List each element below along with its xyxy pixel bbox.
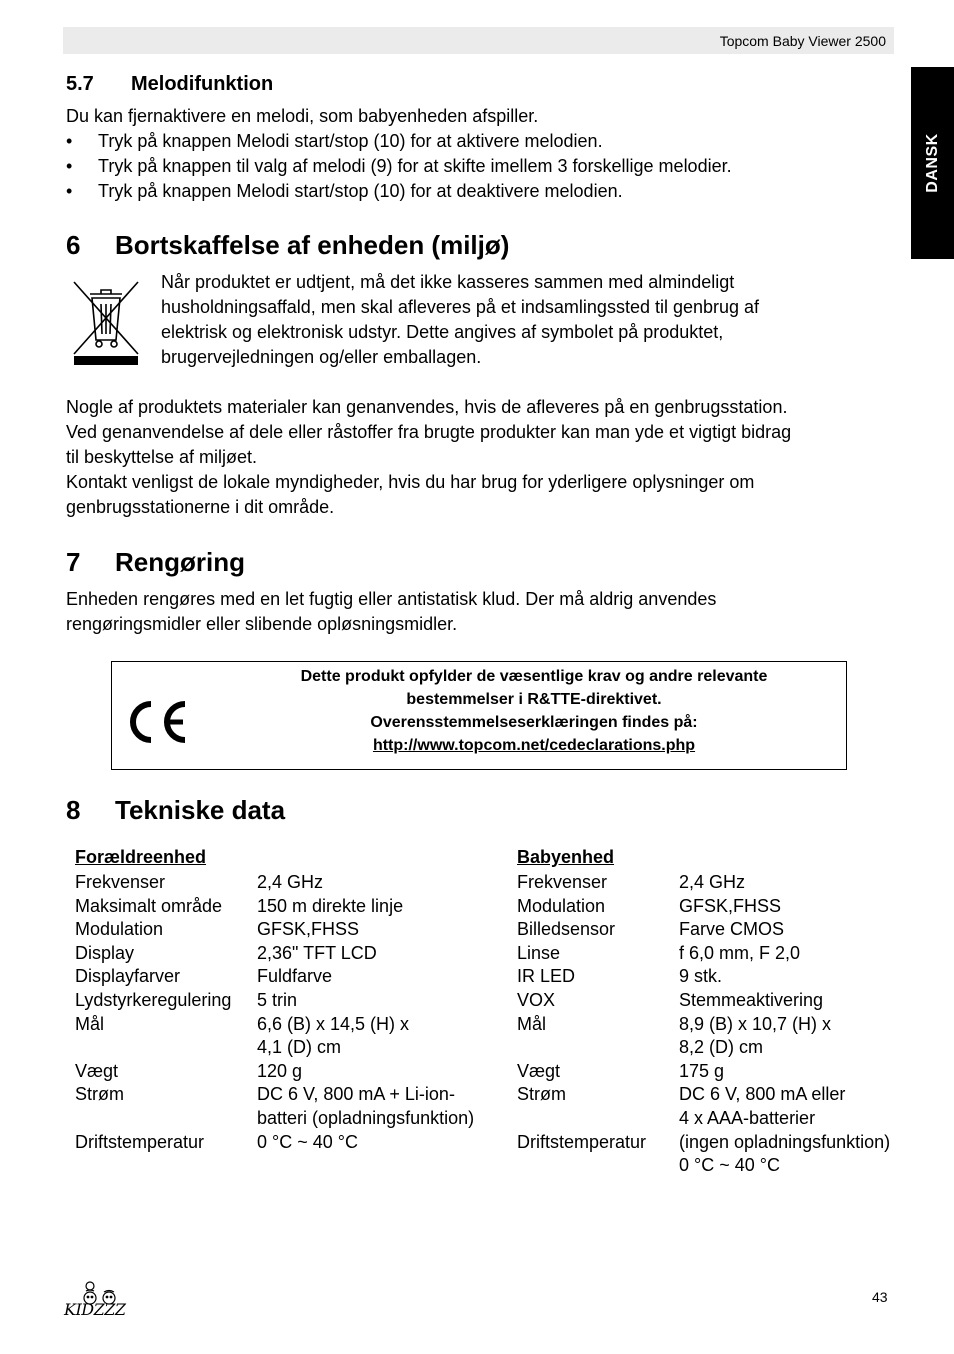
section-6-title: Bortskaffelse af enheden (miljø) [115,230,510,260]
ce-notice-box [111,661,847,770]
parent-unit-values: 2,4 GHz 150 m direkte linje GFSK,FHSS 2,36" TFT LCD Fuldfarve 5 trin 6,6 (B) x 14,5 (H) x 4,1 (D) cm 120 g DC 6 V, 800 mA + Li-ion- batteri (opladningsfunktion) 0 °C ~ 40 °C [257,872,475,1152]
ce-notice-text: Dette produkt opfylder de væsentlige krav og andre relevante bestemmelser i R&TTE-direktivet. Overensstemmelseserklæringen findes på: http://www.topcom.net/cedeclarations.php [232,665,836,757]
ce-declaration-link[interactable]: http://www.topcom.net/cedeclarations.php [372,737,696,754]
section-5-7-number: 5.7 [66,73,94,95]
kidzzz-logo-text: KIDZZZ [64,1300,126,1319]
section-8-title: Tekniske data [115,795,286,825]
baby-unit-values: 2,4 GHz GFSK,FHSS Farve CMOS f 6,0 mm, F 2,0 9 stk. Stemmeaktivering 8,9 (B) x 10,7 (H) x 8,2 (D) cm 175 g DC 6 V, 800 mA eller 4 x AAA-batterier (ingen opladningsfunktion) 0 °C ~ 40 °C [679,872,891,1176]
document-title: Topcom Baby Viewer 2500 [719,33,886,49]
baby-unit-heading: Babyenhed [517,847,615,867]
baby-unit-labels: Frekvenser Modulation Billedsensor Linse IR LED VOX Mål Vægt Strøm Driftstemperatur [517,872,647,1152]
list-item: • Tryk på knappen til valg af melodi (9) for at skifte imellem 3 forskellige melodier. [66,156,732,176]
list-item: • Tryk på knappen Melodi start/stop (10) for at aktivere melodien. [66,131,603,151]
section-5-7-title: Melodifunktion [131,73,274,95]
crossed-out-wheelie-bin-icon [72,280,140,368]
section-7-number: 7 [66,547,81,577]
section-6-number: 6 [66,230,81,260]
parent-unit-heading: Forældreenhed [75,847,207,867]
list-item: • Tryk på knappen Melodi start/stop (10) for at deaktivere melodien. [66,181,623,201]
language-tab [911,67,954,259]
cleaning-paragraph: Enheden rengøres med en let fugtig eller antistatisk klud. Der må aldrig anvendes rengøringsmidler eller slibende opløsningsmidler. [66,589,717,634]
section-8-number: 8 [66,795,81,825]
ce-mark-icon [123,698,191,746]
page-number: 43 [872,1289,888,1305]
parent-unit-labels: Frekvenser Maksimalt område Modulation Display Displayfarver Lydstyrkeregulering Mål Vægt Strøm Driftstemperatur [75,872,232,1152]
recycling-paragraph: Nogle af produktets materialer kan genanvendes, hvis de afleveres på en genbrugsstation. Ved genanvendelse af dele eller råstoffer fra brugte produkter kan man yde et vigtigt bidrag til beskyttelse af miljøet. Kontakt venligst de lokale myndigheder, hvis du har brug for yderligere oplysninger om genbrugsstationerne i dit område. [66,397,792,517]
language-tab-label: DANSK [923,133,941,193]
section-5-7-intro: Du kan fjernaktivere en melodi, som babyenheden afspiller. [66,106,539,126]
kidzzz-logo [64,1278,136,1320]
weee-text: Når produktet er udtjent, må det ikke kasseres sammen med almindeligt husholdningsaffald, men skal afleveres på et indsamlingssted til genbrug af elektrisk og elektronisk udstyr. Dette angives af symbolet på produktet, brugervejledningen og/eller emballagen. [161,272,760,367]
section-7-title: Rengøring [115,547,245,577]
